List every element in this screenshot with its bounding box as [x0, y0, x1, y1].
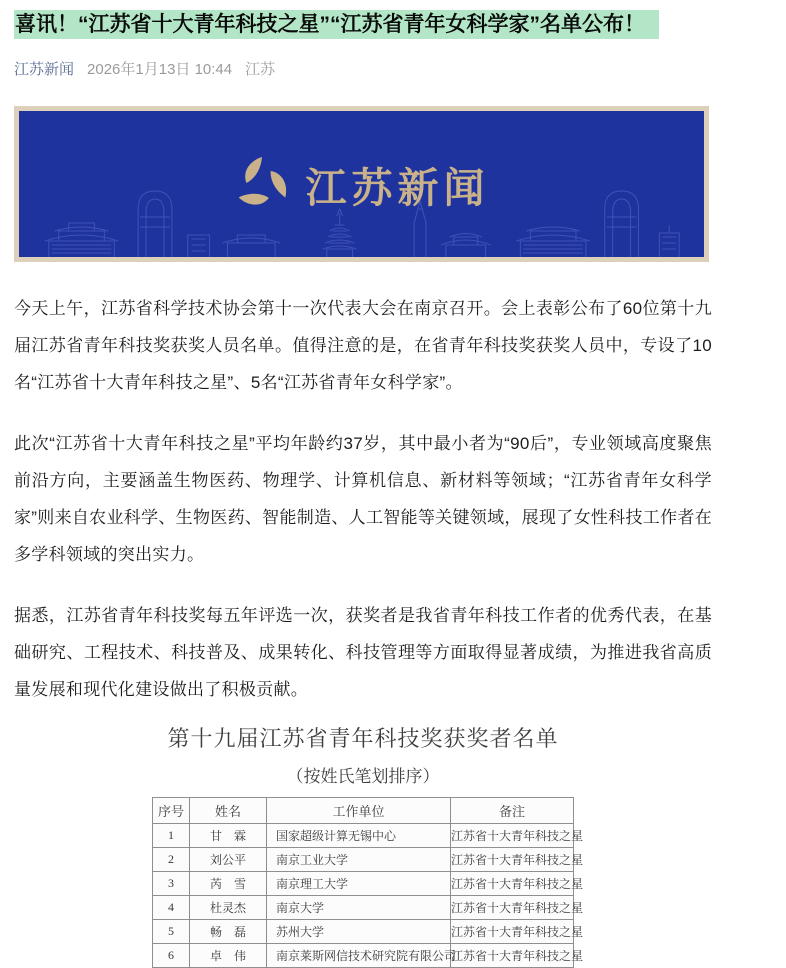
- cell-remark: 江苏省十大青年科技之星: [451, 944, 574, 968]
- cell-index: 6: [153, 944, 190, 968]
- article-title-highlight: 喜讯！“江苏省十大青年科技之星”“江苏省青年女科学家”名单公布！: [14, 10, 659, 39]
- cell-index: 2: [153, 848, 190, 872]
- source-account-link[interactable]: 江苏新闻: [14, 61, 75, 78]
- table-row: [153, 920, 574, 944]
- table-row: [153, 848, 574, 872]
- banner-logo-text: 江苏新闻: [305, 164, 490, 211]
- col-header-remark: 备注: [451, 798, 574, 824]
- cell-index: 3: [153, 872, 190, 896]
- banner-logo: [19, 111, 704, 257]
- table-row: [153, 824, 574, 848]
- paragraph-2: 此次“江苏省十大青年科技之星”平均年龄约37岁，其中最小者为“90后”，专业领域高度聚焦前沿方向，主要涵盖生物医药、物理学、计算机信息、新材料等领域；“江苏省青年女科学家”则来自农业科学、生物医药、智能制造、人工智能等关键领域，展现了女性科技工作者在多学科领域的突出实力。: [14, 434, 712, 564]
- col-header-unit: 工作单位: [267, 798, 451, 824]
- cell-index: 4: [153, 896, 190, 920]
- cell-unit: 南京大学: [267, 896, 451, 920]
- cell-name: 刘公平: [190, 848, 267, 872]
- cell-name: 杜灵杰: [190, 896, 267, 920]
- awards-table-title: 第十九届江苏省青年科技奖获奖者名单: [167, 726, 559, 751]
- cell-name: 甘 霖: [190, 824, 267, 848]
- col-header-name: 姓名: [190, 798, 267, 824]
- publish-date: 2026年1月13日 10:44: [87, 61, 233, 78]
- publish-region: 江苏: [245, 61, 276, 78]
- table-row: [153, 944, 574, 968]
- cell-unit: 国家超级计算无锡中心: [267, 824, 451, 848]
- cell-remark: 江苏省十大青年科技之星: [451, 824, 574, 848]
- awards-table-subtitle: （按姓氏笔划排序）: [286, 767, 440, 786]
- table-row: [153, 896, 574, 920]
- cell-name: 畅 磊: [190, 920, 267, 944]
- byline: [14, 58, 712, 79]
- col-header-index: 序号: [153, 798, 190, 824]
- cell-remark: 江苏省十大青年科技之星: [451, 848, 574, 872]
- cell-remark: 江苏省十大青年科技之星: [451, 872, 574, 896]
- cell-unit: 苏州大学: [267, 920, 451, 944]
- cell-unit: 南京工业大学: [267, 848, 451, 872]
- awards-table-figure[interactable]: [14, 722, 712, 968]
- article-title: [14, 8, 712, 41]
- cell-unit: 南京莱斯网信技术研究院有限公司: [267, 944, 451, 968]
- awards-header-row: [153, 798, 574, 824]
- awards-table: [152, 797, 584, 968]
- paragraph-1: 今天上午，江苏省科学技术协会第十一次代表大会在南京召开。会上表彰公布了60位第十九届江苏省青年科技奖获奖人员名单。值得注意的是，在省青年科技奖获奖人员中，专设了10名“江苏省十大青年科技之星”、5名“江苏省青年女科学家”。: [14, 299, 712, 392]
- cell-name: 芮 雪: [190, 872, 267, 896]
- paragraph-3: 据悉，江苏省青年科技奖每五年评选一次，获奖者是我省青年科技工作者的优秀代表，在基础研究、工程技术、科技普及、成果转化、科技管理等方面取得显著成绩，为推进我省高质量发展和现代化建设做出了积极贡献。: [14, 606, 712, 699]
- cell-index: 5: [153, 920, 190, 944]
- jsnews-logo-icon: [234, 156, 290, 212]
- cell-remark: 江苏省十大青年科技之星: [451, 920, 574, 944]
- cell-unit: 南京理工大学: [267, 872, 451, 896]
- cell-name: 卓 伟: [190, 944, 267, 968]
- table-row: [153, 872, 574, 896]
- banner-image[interactable]: [14, 106, 709, 262]
- cell-remark: 江苏省十大青年科技之星: [451, 896, 574, 920]
- cell-index: 1: [153, 824, 190, 848]
